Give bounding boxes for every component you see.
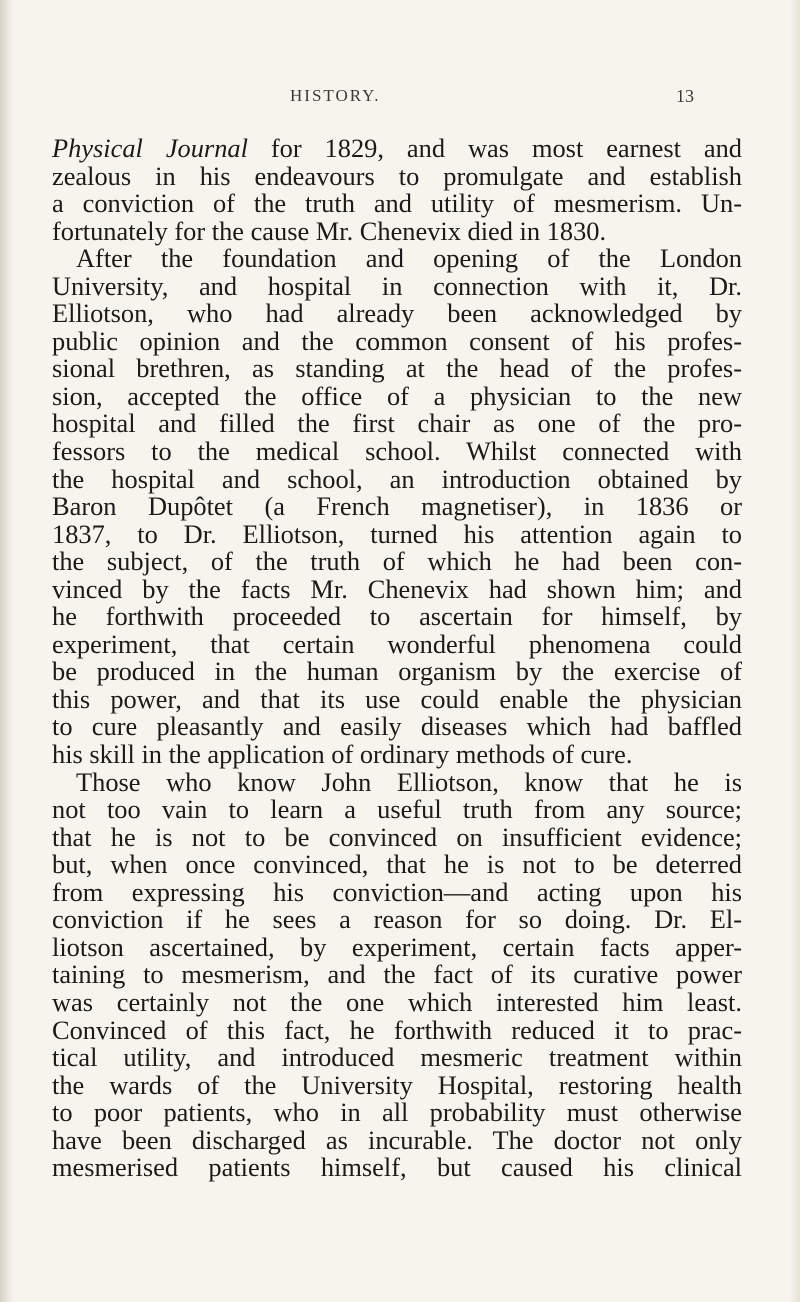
text-line: this power, and that its use could enable the physician: [52, 683, 742, 714]
text-line: sional brethren, as standing at the head of the profes-: [52, 353, 742, 384]
body-text: [52, 135, 742, 1182]
text-line: to cure pleasantly and easily diseases which had baffled: [52, 711, 742, 742]
text-line: vinced by the facts Mr. Chenevix had shown him; and: [52, 573, 742, 604]
text-line: he forthwith proceeded to ascertain for himself, by: [52, 601, 742, 632]
text-line: liotson ascertained, by experiment, certain facts apper-: [52, 931, 742, 962]
text-line: have been discharged as incurable. The doctor not only: [52, 1124, 742, 1155]
text-line: tical utility, and introduced mesmeric treatment within: [52, 1042, 742, 1073]
text-line: the wards of the University Hospital, restoring health: [52, 1069, 742, 1100]
text-line: fessors to the medical school. Whilst connected with: [52, 436, 742, 467]
text-line: a conviction of the truth and utility of mesmerism. Un-: [52, 188, 742, 219]
text-line: zealous in his endeavours to promulgate and establish: [52, 160, 742, 191]
journal-title: Physical Journal: [52, 133, 248, 163]
text-line: mesmerised patients himself, but caused his clinical: [52, 1152, 742, 1183]
text-line: that he is not to be convinced on insufficient evidence;: [52, 821, 742, 852]
text-line: to poor patients, who in all probability must otherwise: [52, 1097, 742, 1128]
page-number: 13: [676, 86, 694, 106]
text-line: not too vain to learn a useful truth from any source;: [52, 794, 742, 825]
text-line: experiment, that certain wonderful phenomena could: [52, 628, 742, 659]
text-line: but, when once convinced, that he is not to be deterred: [52, 849, 742, 880]
text-line: from expressing his conviction—and acting upon his: [52, 876, 742, 907]
text-line: the hospital and school, an introduction obtained by: [52, 463, 742, 494]
text-line: 1837, to Dr. Elliotson, turned his attention again to: [52, 518, 742, 549]
text-line: Baron Dupôtet (a French magnetiser), in 1836 or: [52, 491, 742, 522]
text-line-1: [52, 135, 742, 163]
text-line: conviction if he sees a reason for so doing. Dr. El-: [52, 904, 742, 935]
text-line: taining to mesmerism, and the fact of its curative power: [52, 959, 742, 990]
text-line: Convinced of this fact, he forthwith reduced it to prac-: [52, 1014, 742, 1045]
text-line-1-rest: for 1829, and was most earnest and: [247, 133, 742, 163]
text-line: his skill in the application of ordinary methods of cure.: [52, 739, 633, 770]
text-line: After the foundation and opening of the London: [76, 243, 742, 274]
text-line: was certainly not the one which interested him least.: [52, 986, 742, 1017]
text-line: the subject, of the truth of which he had been con-: [52, 546, 742, 577]
running-head-title: HISTORY.: [290, 86, 381, 105]
text-line: Elliotson, who had already been acknowledged by: [52, 298, 742, 329]
text-line: sion, accepted the office of a physician to the new: [52, 380, 742, 411]
text-line: Those who know John Elliotson, know that he is: [76, 766, 742, 797]
text-line: be produced in the human organism by the exercise of: [52, 656, 742, 687]
text-line: hospital and filled the first chair as one of the pro-: [52, 408, 742, 439]
page-edge: [790, 0, 800, 1302]
text-line: University, and hospital in connection with it, Dr.: [52, 270, 742, 301]
text-line: fortunately for the cause Mr. Chenevix died in 1830.: [52, 215, 607, 246]
binding-edge: [0, 0, 14, 1302]
text-line: public opinion and the common consent of his profes-: [52, 325, 742, 356]
